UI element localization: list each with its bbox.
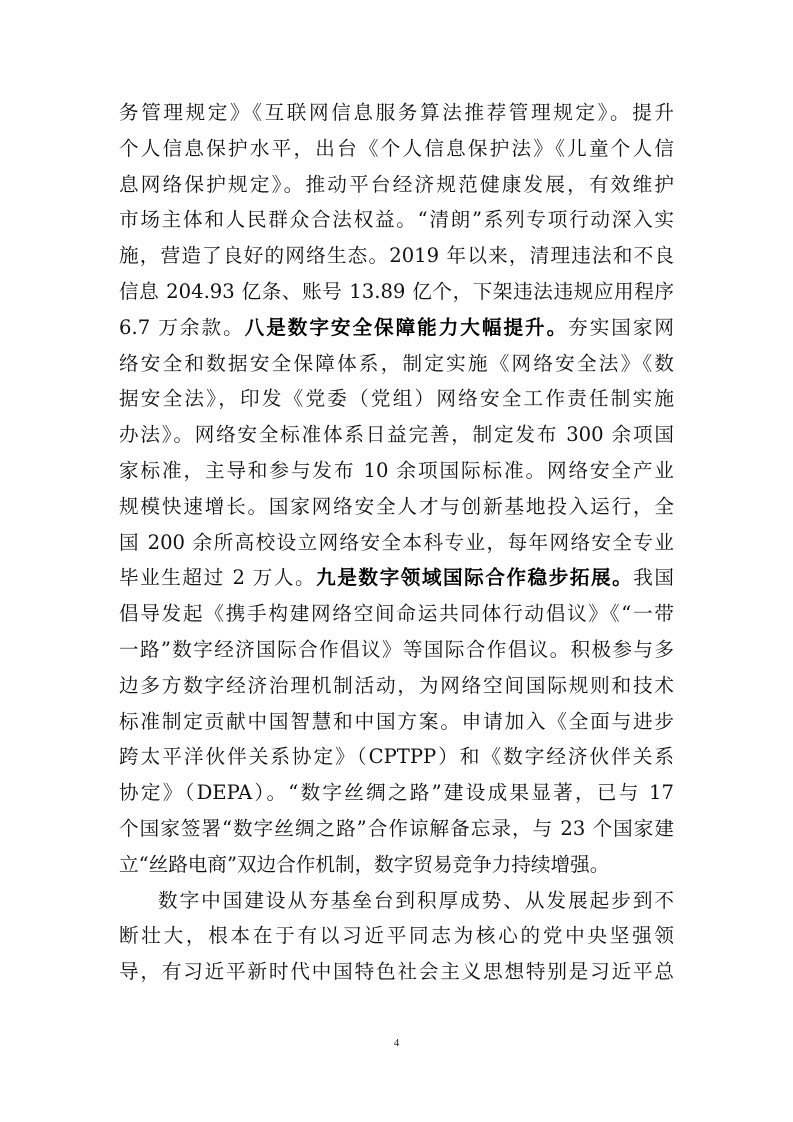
text-line: 倡导发起《携手构建网络空间命运共同体行动倡议》《“一带 <box>119 602 674 626</box>
text-line: 个国家签署“数字丝绸之路”合作谅解备忘录，与 23 个国家建 <box>119 816 674 840</box>
heading-digital-security: 八是数字安全保障能力大幅提升。 <box>244 315 569 339</box>
text-line: 家标准，主导和参与发布 10 余项国际标准。网络安全产业 <box>119 458 674 482</box>
text-line: 办法》。网络安全标准体系日益完善，制定发布 300 余项国 <box>119 423 674 447</box>
text-line: 个人信息保护水平，出台《个人信息保护法》《儿童个人信 <box>119 136 674 160</box>
text-segment: 我国 <box>633 566 674 590</box>
text-line: 协定》（DEPA）。“数字丝绸之路”建设成果显著，已与 17 <box>119 781 674 805</box>
text-segment: 夯实国家网 <box>568 315 674 339</box>
text-line: 国 200 余所高校设立网络安全本科专业，每年网络安全专业 <box>119 530 674 554</box>
text-line-with-heading-9 <box>119 560 674 596</box>
text-line: 信息 204.93 亿条、账号 13.89 亿个，下架违法违规应用程序 <box>119 279 674 303</box>
text-line: 务管理规定》《互联网信息服务算法推荐管理规定》。提升 <box>119 101 674 124</box>
text-line: 边多方数字经济治理机制活动，为网络空间国际规则和技术 <box>119 673 674 697</box>
text-line: 络安全和数据安全保障体系，制定实施《网络安全法》《数 <box>119 351 674 375</box>
text-line: 息网络保护规定》。推动平台经济规范健康发展，有效维护 <box>119 172 674 196</box>
text-line: 断壮大，根本在于有以习近平同志为核心的党中央坚强领 <box>119 924 674 948</box>
heading-international-cooperation: 九是数字领域国际合作稳步拓展。 <box>316 566 634 590</box>
paragraph-end-line: 立“丝路电商”双边合作机制，数字贸易竞争力持续增强。 <box>119 852 610 876</box>
text-line: 标准制定贡献中国智慧和中国方案。申请加入《全面与进步 <box>119 709 674 733</box>
text-segment: 6.7 万余款。 <box>119 315 245 339</box>
page-number: 4 <box>393 1037 400 1049</box>
text-line: 一路”数字经济国际合作倡议》等国际合作倡议。积极参与多 <box>119 637 674 661</box>
text-line: 规模快速增长。国家网络安全人才与创新基地投入运行，全 <box>119 494 674 518</box>
text-segment: 毕业生超过 2 万人。 <box>119 566 317 590</box>
text-line: 据安全法》，印发《党委（党组）网络安全工作责任制实施 <box>119 387 674 411</box>
text-line: 施，营造了良好的网络生态。2019 年以来，清理违法和不良 <box>119 244 674 268</box>
body-text <box>119 95 674 990</box>
text-line-with-heading-8 <box>119 310 674 346</box>
text-line: 导，有习近平新时代中国特色社会主义思想特别是习近平总 <box>119 960 674 984</box>
text-line: 市场主体和人民群众合法权益。“清朗”系列专项行动深入实 <box>119 208 674 232</box>
text-line: 跨太平洋伙伴关系协定》（CPTPP）和《数字经济伙伴关系 <box>119 745 674 769</box>
paragraph-start-line: 数字中国建设从夯基垒台到积厚成势、从发展起步到不 <box>158 888 674 912</box>
